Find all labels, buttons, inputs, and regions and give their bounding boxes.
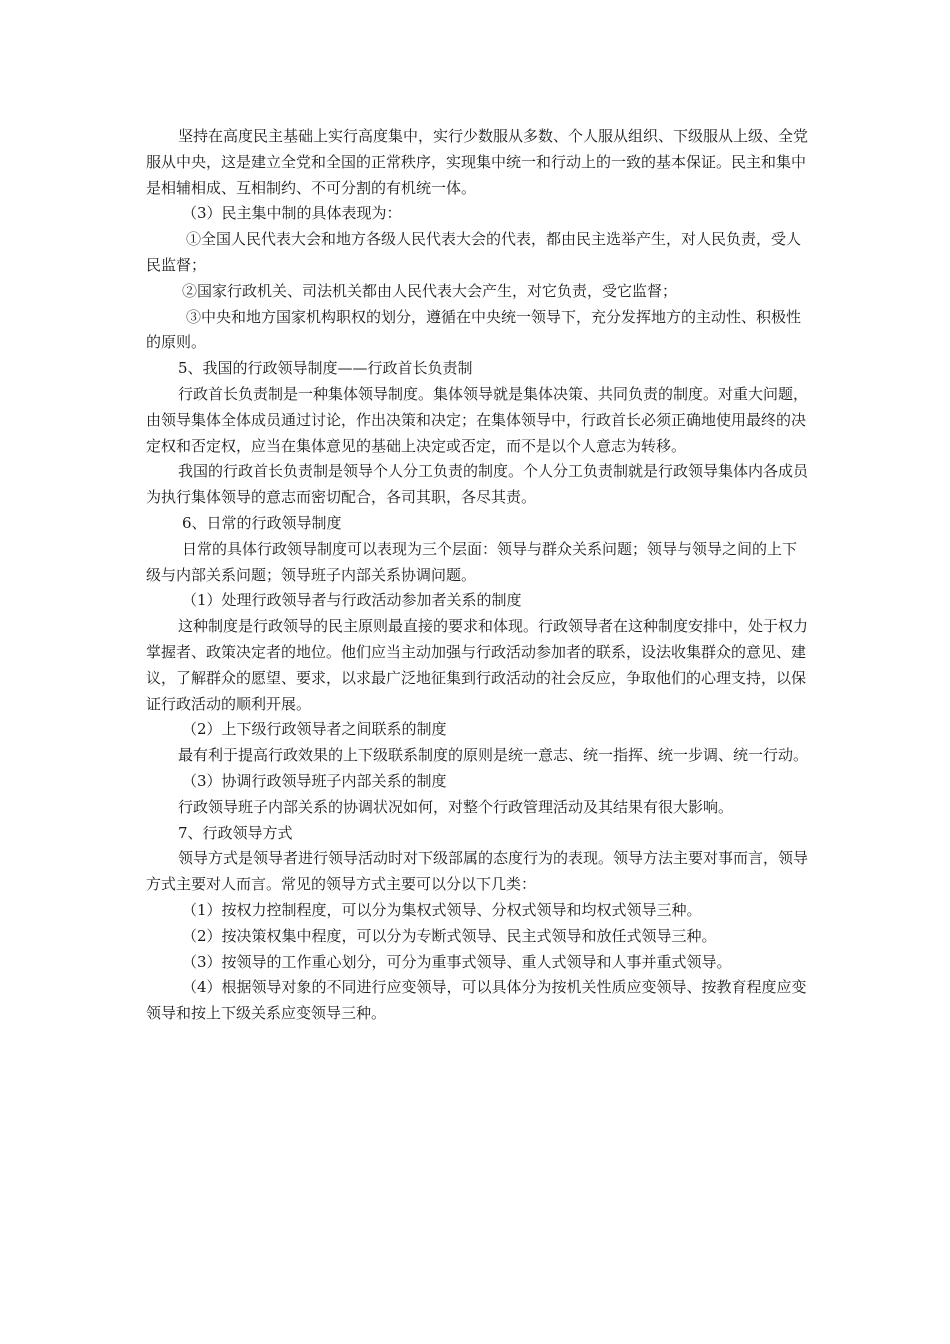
paragraph-individual-responsibility: 我国的行政首长负责制是领导个人分工负责的制度。个人分工负责制就是行政领导集体内各成员为执行集体领导的意志而密切配合，各司其职，各尽其责。 (146, 462, 809, 507)
list-style-1: （1）按权力控制程度，可以分为集权式领导、分权式领导和均权式领导三种。 (182, 900, 702, 919)
list-style-2: （2）按决策权集中程度，可以分为专断式领导、民主式领导和放任式领导三种。 (182, 926, 717, 945)
list-style-4: （4）根据领导对象的不同进行应变领导，可以具体分为按机关性质应变领导、按教育程度应变领导和按上下级关系应变领导三种。 (146, 978, 807, 1023)
heading-section-5: 5、我国的行政领导制度——行政首长负责制 (178, 359, 473, 378)
heading-3-manifestations: （3）民主集中制的具体表现为： (182, 204, 402, 223)
paragraph-collective-leadership: 行政首长负责制是一种集体领导制度。集体领导就是集体决策、共同负责的制度。对重大问题，由领导集体全体成员通过讨论，作出决策和决定；在集体领导中，行政首长必须正确地使用最终的决定权和否定权，应当在集体意见的基础上决定或否定，而不是以个人意志为转移。 (146, 384, 809, 455)
list-style-3: （3）按领导的工作重心划分，可分为重事式领导、重人式领导和人事并重式领导。 (182, 952, 732, 971)
paragraph-three-levels: 日常的具体行政领导制度可以表现为三个层面：领导与群众关系问题；领导与领导之间的上下级与内部关系问题；领导班子内部关系协调问题。 (146, 539, 798, 584)
heading-6-2: （2）上下级行政领导者之间联系的制度 (182, 720, 447, 739)
document-page (146, 124, 808, 1027)
list-item-2: ②国家行政机关、司法机关都由人民代表大会产生，对它负责，受它监督； (182, 281, 678, 300)
list-item-3: ③中央和地方国家机构职权的划分，遵循在中央统一领导下，充分发挥地方的主动性、积极性的原则。 (146, 307, 802, 352)
paragraph-unified-command: 最有利于提高行政效果的上下级联系制度的原则是统一意志、统一指挥、统一步调、统一行动。 (178, 746, 809, 765)
heading-section-7: 7、行政领导方式 (178, 823, 293, 842)
heading-section-6: 6、日常的行政领导制度 (182, 513, 342, 532)
paragraph-democratic-centralism: 坚持在高度民主基础上实行高度集中，实行少数服从多数、个人服从组织、下级服从上级、全党服从中央，这是建立全党和全国的正常秩序，实现集中统一和行动上的一致的基本保证。民主和集中是相辅相成、互相制约、不可分割的有机统一体。 (146, 127, 809, 197)
paragraph-leadership-style: 领导方式是领导者进行领导活动时对下级部属的态度行为的表现。领导方法主要对事而言，领导方式主要对人而言。常见的领导方式主要可以分以下几类： (146, 849, 809, 894)
heading-6-1: （1）处理行政领导者与行政活动参加者关系的制度 (182, 591, 522, 610)
paragraph-democratic-principle: 这种制度是行政领导的民主原则最直接的要求和体现。行政领导者在这种制度安排中，处于权力掌握者、政策决定者的地位。他们应当主动加强与行政活动参加者的联系，设法收集群众的意见、建议，了解群众的愿望、要求，以求最广泛地征集到行政活动的社会反应，争取他们的心理支持，以保证行政活动的顺利开展。 (146, 617, 809, 713)
list-item-1: ①全国人民代表大会和地方各级人民代表大会的代表，都由民主选举产生，对人民负责，受人民监督； (146, 230, 802, 274)
heading-6-3: （3）协调行政领导班子内部关系的制度 (182, 771, 447, 790)
paragraph-coordination: 行政领导班子内部关系的协调状况如何，对整个行政管理活动及其结果有很大影响。 (178, 797, 734, 816)
